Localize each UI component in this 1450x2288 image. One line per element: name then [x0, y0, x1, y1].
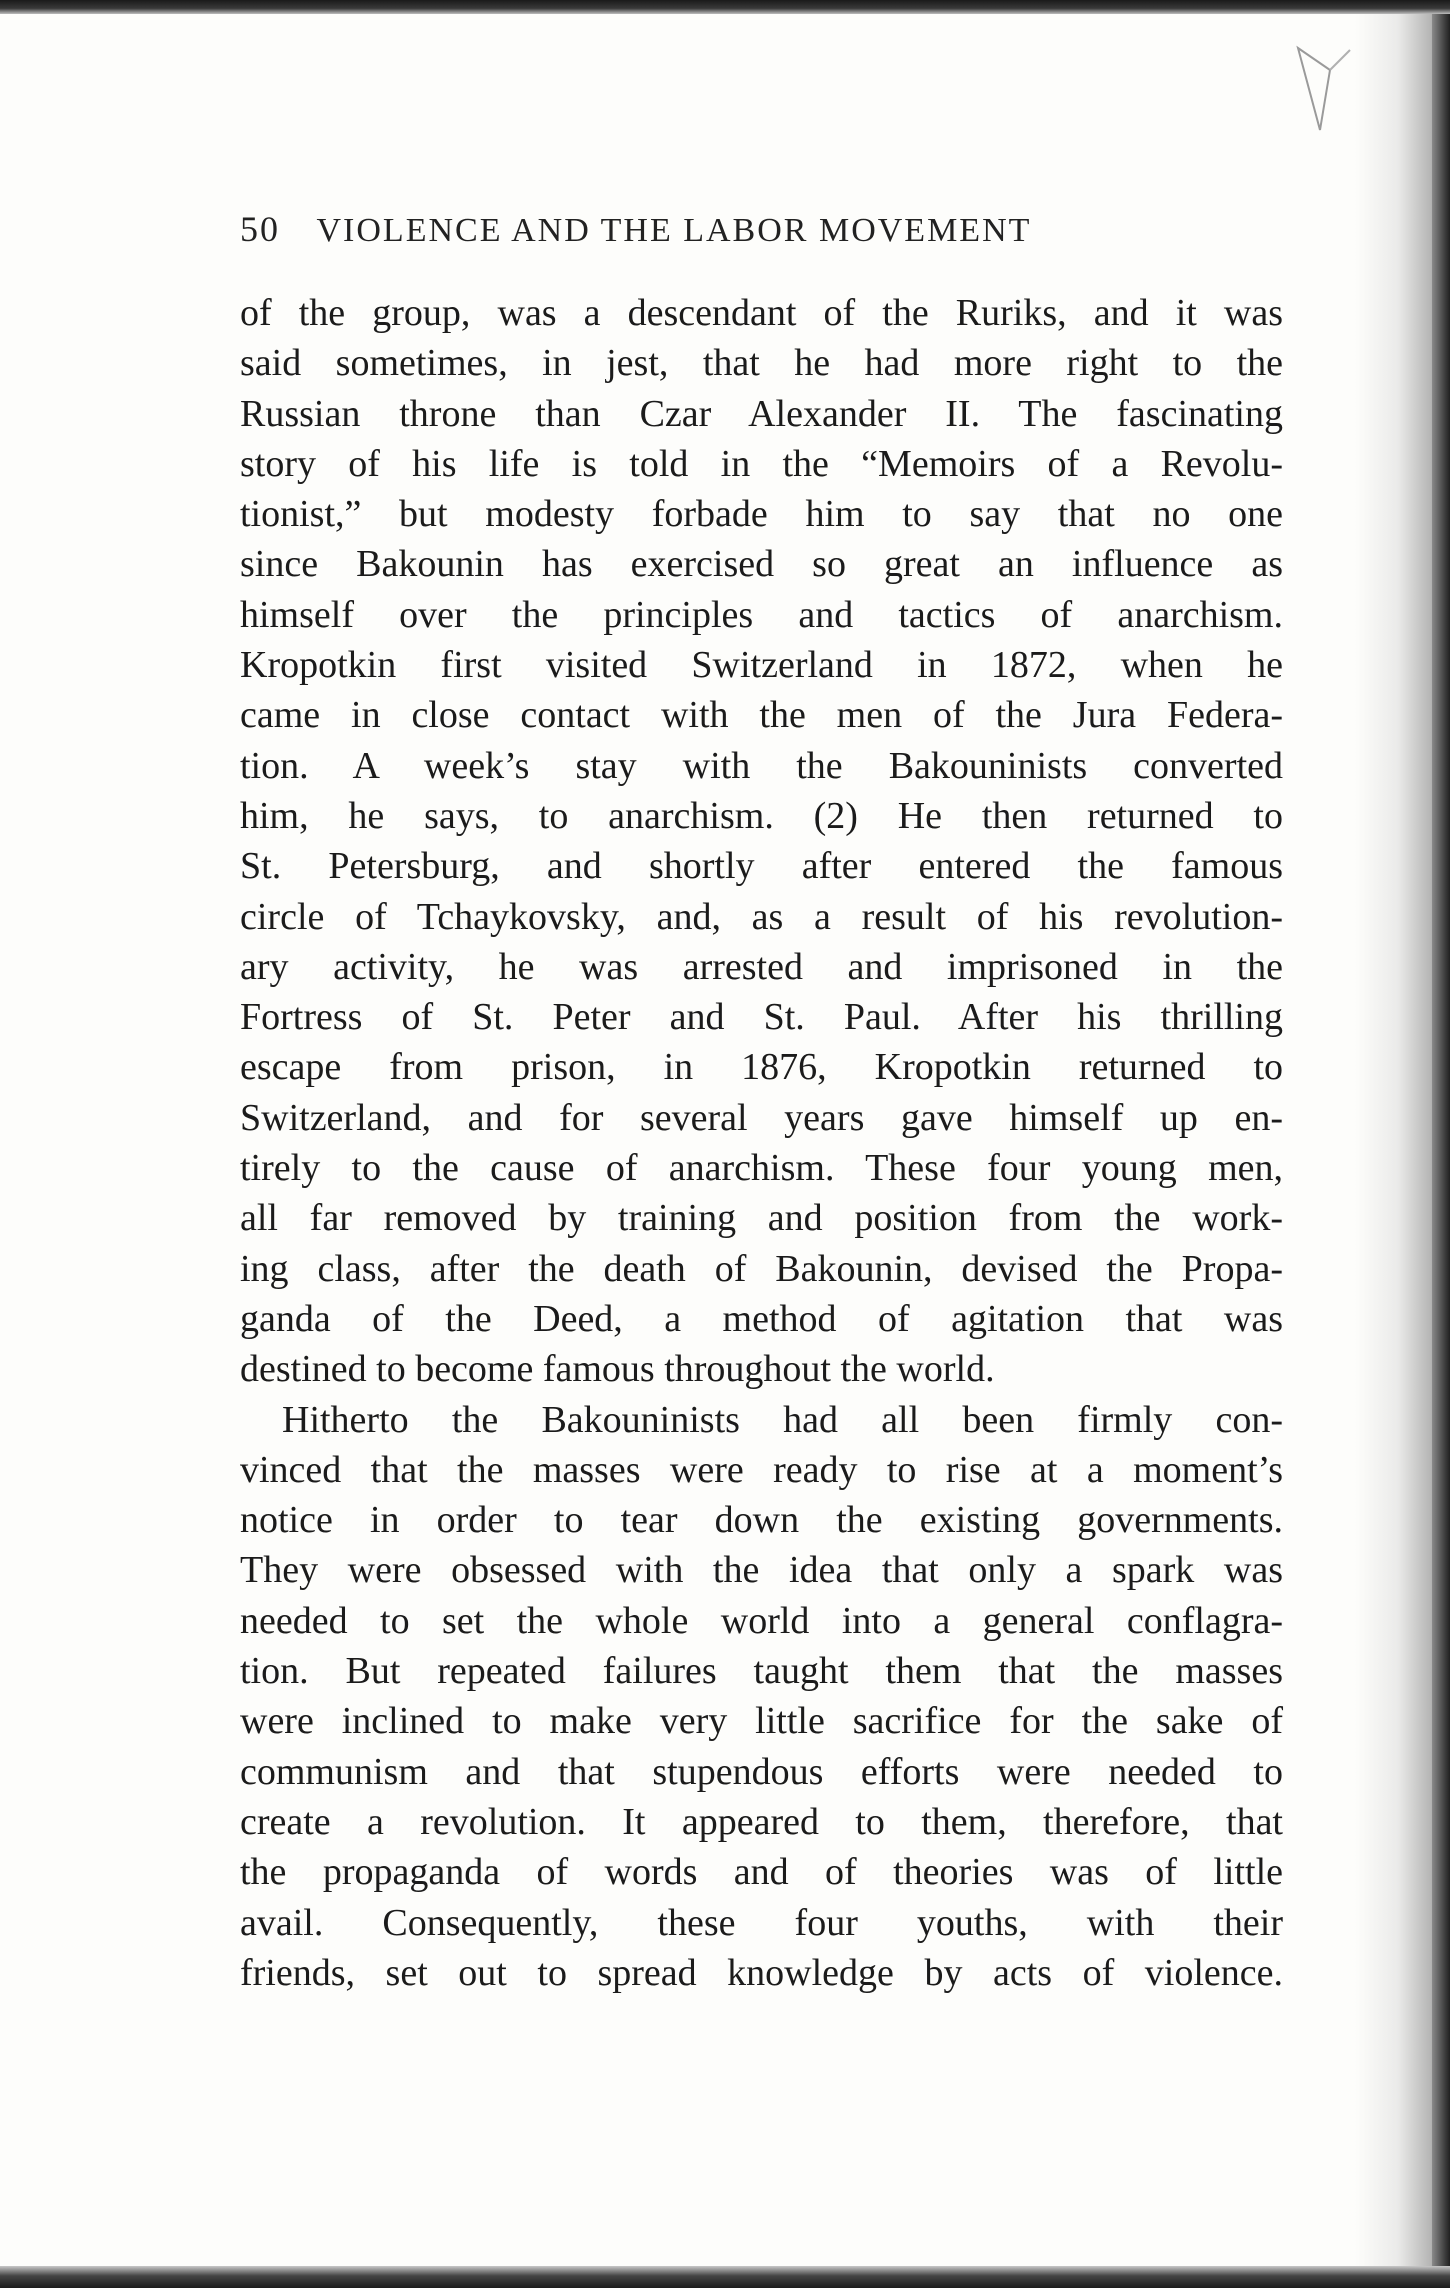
- page-fold-mark-icon: [1290, 40, 1370, 160]
- text-line: create a revolution. It appeared to them, therefore, that: [240, 1800, 1283, 1843]
- text-line: since Bakounin has exercised so great an influence as: [240, 543, 1283, 586]
- text-line: the propaganda of words and of theories was of little: [240, 1851, 1283, 1894]
- text-line: ing class, after the death of Bakounin, devised the Propa-: [240, 1247, 1283, 1290]
- running-title: VIOLENCE AND THE LABOR MOVEMENT: [316, 212, 1032, 249]
- text-line: tirely to the cause of anarchism. These four young men,: [240, 1147, 1283, 1190]
- text-line: himself over the principles and tactics of anarchism.: [240, 593, 1283, 636]
- text-line: destined to become famous throughout the world.: [240, 1348, 995, 1391]
- text-line: came in close contact with the men of the Jura Federa-: [240, 694, 1283, 737]
- body-text: [240, 288, 1283, 1998]
- text-line: notice in order to tear down the existing governments.: [240, 1499, 1283, 1542]
- paragraph: [240, 1395, 1283, 1999]
- text-line: Switzerland, and for several years gave himself up en-: [240, 1096, 1283, 1139]
- paragraph: [240, 288, 1283, 1395]
- text-line: friends, set out to spread knowledge by acts of violence.: [240, 1951, 1283, 1994]
- running-head: [240, 208, 1290, 258]
- page-number: 50: [240, 209, 280, 249]
- text-line: him, he says, to anarchism. (2) He then returned to: [240, 794, 1283, 837]
- text-line: tionist,” but modesty forbade him to say that no one: [240, 493, 1283, 536]
- text-line: Fortress of St. Peter and St. Paul. After his thrilling: [240, 996, 1283, 1039]
- text-line: needed to set the whole world into a general conflagra-: [240, 1599, 1283, 1642]
- text-line: were inclined to make very little sacrifice for the sake of: [240, 1700, 1283, 1743]
- text-line: Russian throne than Czar Alexander II. The fascinating: [240, 392, 1283, 435]
- text-line: story of his life is told in the “Memoirs of a Revolu-: [240, 442, 1283, 485]
- text-line: tion. A week’s stay with the Bakouninists converted: [240, 744, 1283, 787]
- text-line: avail. Consequently, these four youths, with their: [240, 1901, 1283, 1944]
- text-line: all far removed by training and position from the work-: [240, 1197, 1283, 1240]
- page-top-edge-shadow: [0, 0, 1450, 14]
- text-line: Hitherto the Bakouninists had all been firmly con-: [282, 1398, 1283, 1441]
- text-line: said sometimes, in jest, that he had more right to the: [240, 342, 1283, 385]
- text-line: Kropotkin first visited Switzerland in 1872, when he: [240, 644, 1283, 687]
- text-line: ganda of the Deed, a method of agitation that was: [240, 1297, 1283, 1340]
- text-line: They were obsessed with the idea that only a spark was: [240, 1549, 1283, 1592]
- text-line: tion. But repeated failures taught them that the masses: [240, 1650, 1283, 1693]
- page-bottom-edge-shadow: [0, 2266, 1450, 2288]
- text-line: ary activity, he was arrested and imprisoned in the: [240, 945, 1283, 988]
- text-line: vinced that the masses were ready to rise at a moment’s: [240, 1448, 1283, 1491]
- text-line: escape from prison, in 1876, Kropotkin returned to: [240, 1046, 1283, 1089]
- text-line: of the group, was a descendant of the Ruriks, and it was: [240, 292, 1283, 334]
- text-line: communism and that stupendous efforts were needed to: [240, 1750, 1283, 1793]
- text-line: circle of Tchaykovsky, and, as a result of his revolution-: [240, 895, 1283, 938]
- text-line: St. Petersburg, and shortly after entered the famous: [240, 845, 1283, 888]
- page-right-edge: [1432, 14, 1450, 2266]
